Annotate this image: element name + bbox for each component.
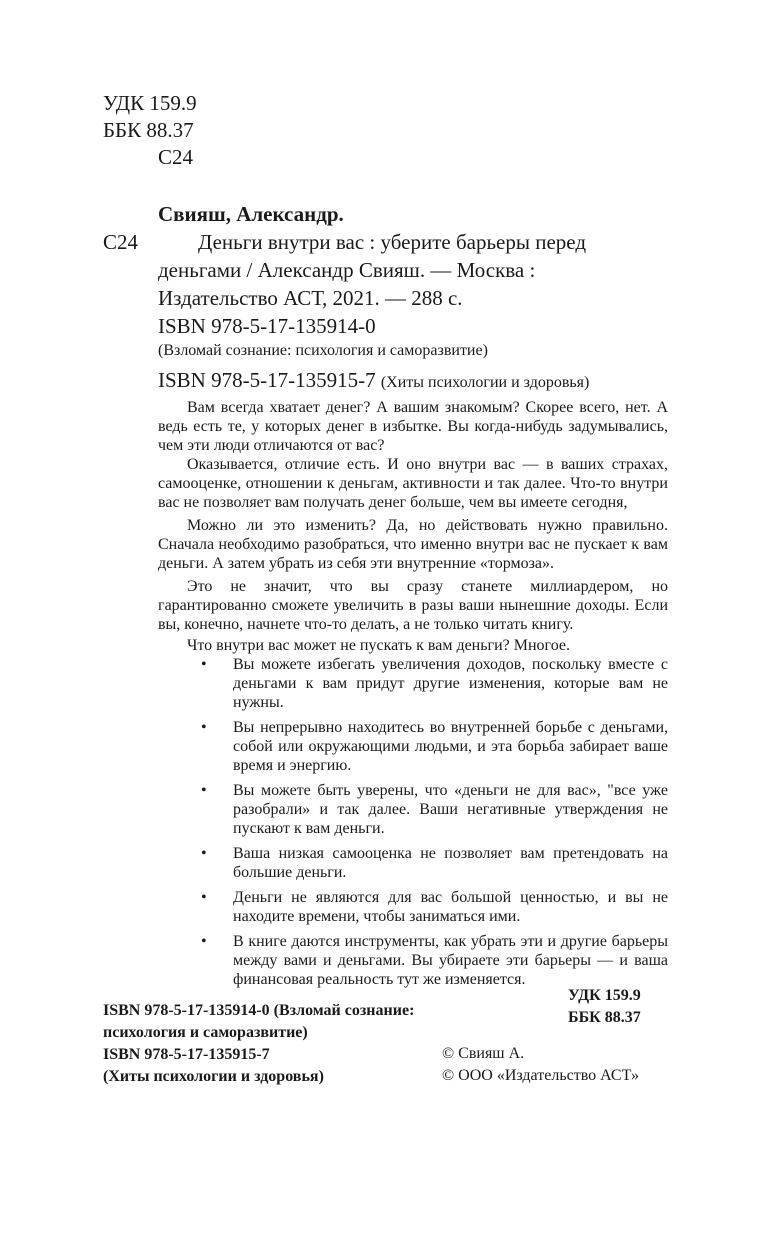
entry-author: Свияш, Александр.: [158, 202, 344, 226]
classification-codes: [103, 90, 197, 171]
entry-isbn-2: ISBN 978-5-17-135915-7: [158, 368, 376, 392]
entry-code: С24: [103, 230, 139, 254]
copyright-block: [442, 1043, 639, 1087]
udk-code: УДК 159.9: [103, 91, 197, 115]
entry-title-line-3: Издательство АСТ, 2021. — 288 с.: [158, 286, 463, 310]
entry-isbn-1: ISBN 978-5-17-135914-0: [158, 314, 376, 338]
bbk-code: ББК 88.37: [103, 118, 194, 142]
list-item: [158, 718, 668, 775]
footer-isbn-2-line-2: (Хиты психологии и здоровья): [103, 1068, 324, 1085]
footer-isbn-block: [103, 1000, 463, 1088]
footer-isbn-2-line-1: ISBN 978-5-17-135915-7: [103, 1046, 270, 1063]
annotation-paragraph: Что внутри вас может не пускать к вам деньги? Многое.: [187, 637, 571, 654]
list-item: [158, 844, 668, 882]
list-item: [158, 888, 668, 926]
footer-isbn-1-line-2: психология и саморазвитие): [103, 1024, 308, 1041]
list-item-text: В книге даются инструменты, как убрать эти и другие барьеры между вами и деньгами. Вы убираете эти барьеры — и ваша финансовая реальность тут же изменяется.: [233, 933, 668, 988]
annotation-bullet-list: [158, 655, 668, 989]
copyright-author: © Свияш А.: [442, 1045, 525, 1062]
footer-isbn-1-line-1: ISBN 978-5-17-135914-0 (Взломай сознание:: [103, 1002, 415, 1019]
annotation-paragraph: Оказывается, отличие есть. И оно внутри вас — в ваших страхах, самооценке, отношении к деньгам, активности и так далее. Что-то внутри вас не позволяет вам получать денег больше, чем вы имеете сегодня,: [158, 456, 668, 511]
list-item: [158, 655, 668, 712]
bullet-icon: •: [201, 933, 207, 950]
entry-title-line-1: Деньги внутри вас : уберите барьеры перед: [198, 230, 586, 254]
bullet-icon: •: [201, 782, 207, 799]
list-item-text: Вы можете быть уверены, что «деньги не для вас», "все уже разобрали» и так далее. Ваши негативные утверждения не пускают к вам деньги.: [233, 782, 668, 837]
annotation: [158, 398, 668, 995]
footer-classification-codes: [568, 985, 641, 1029]
annotation-paragraph: Вам всегда хватает денег? А вашим знакомым? Скорее всего, нет. А ведь есть те, у которых денег в избытке. Вы когда-нибудь задумывались, чем эти люди отличаются от вас?: [158, 399, 668, 454]
bullet-icon: •: [201, 845, 207, 862]
list-item: [158, 932, 668, 989]
annotation-paragraph: Можно ли это изменить? Да, но действовать нужно правильно. Сначала необходимо разобраться, что именно внутри вас не пускает к вам деньги. А затем убрать из себя эти внутренние «тормоза».: [158, 517, 668, 572]
bullet-icon: •: [201, 719, 207, 736]
entry-isbn-2-line: [158, 366, 668, 397]
footer-udk: УДК 159.9: [568, 987, 641, 1004]
author-mark: С24: [158, 145, 194, 169]
bullet-icon: •: [201, 656, 207, 673]
bibliographic-entry: [158, 228, 668, 397]
footer-bbk: ББК 88.37: [568, 1009, 641, 1026]
copyright-publisher: © ООО «Издательство АСТ»: [442, 1067, 639, 1084]
entry-series-1: (Взломай сознание: психология и саморазвитие): [158, 342, 488, 359]
annotation-paragraph: Это не значит, что вы сразу станете миллиардером, но гарантированно сможете увеличить в разы ваши нынешние доходы. Если вы, конечно, начнете что-то делать, а не только читать книгу.: [158, 578, 668, 633]
list-item-text: Деньги не являются для вас большой ценностью, и вы не находите времени, чтобы заниматься ими.: [233, 889, 668, 925]
entry-title-line-2: деньгами / Александр Свияш. — Москва :: [158, 258, 536, 282]
list-item-text: Вы можете избегать увеличения доходов, поскольку вместе с деньгами к вам придут другие изменения, которые вам не нужны.: [233, 656, 668, 711]
list-item-text: Ваша низкая самооценка не позволяет вам претендовать на большие деньги.: [233, 845, 668, 881]
list-item: [158, 781, 668, 838]
list-item-text: Вы непрерывно находитесь во внутренней борьбе с деньгами, собой или окружающими людьми, и эта борьба забирает ваше время и энергию.: [233, 719, 668, 774]
entry-series-2: (Хиты психологии и здоровья): [380, 374, 590, 391]
bullet-icon: •: [201, 889, 207, 906]
